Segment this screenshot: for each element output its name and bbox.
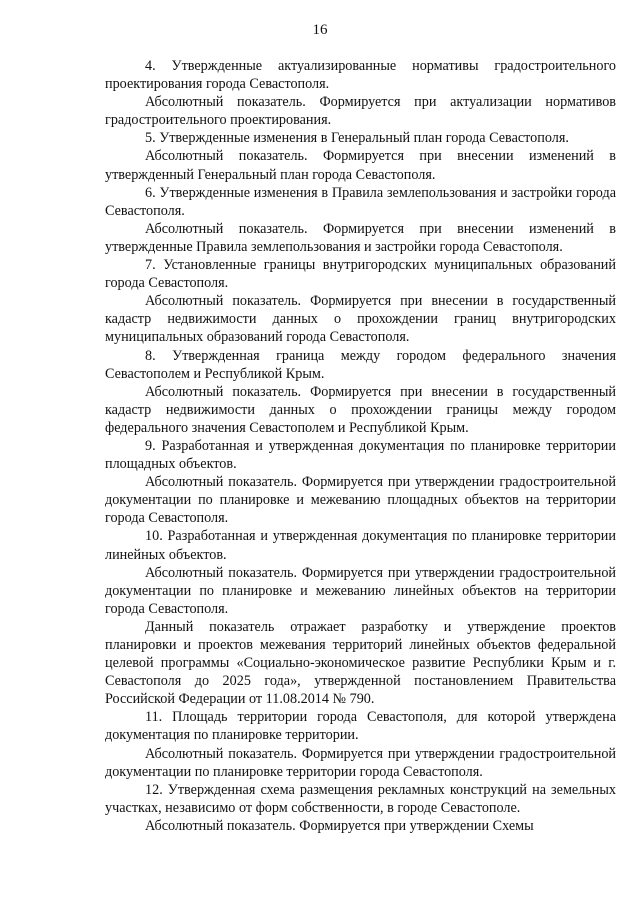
- paragraph-item-5-title: 5. Утвержденные изменения в Генеральный план города Севастополя.: [145, 130, 569, 147]
- paragraph-item-8-description: Абсолютный показатель. Формируется при внесении в государственный кадастр недвижимости данных о прохождении границы между городом федерального значения Севастополем и Республикой Крым.: [105, 383, 616, 436]
- paragraph-item-11-description: Абсолютный показатель. Формируется при утверждении градостроительной документации по планировке территории города Севастополя.: [105, 745, 616, 780]
- paragraph-item-9-title: 9. Разработанная и утвержденная документация по планировке территории площадных объектов.: [105, 437, 616, 473]
- paragraph-item-11-title: 11. Площадь территории города Севастополя, для которой утверждена документация по планировке территории.: [105, 709, 616, 744]
- paragraph-item-10-note: Данный показатель отражает разработку и утверждение проектов планировки и проектов межевания территорий линейных объектов федеральной целевой программы «Социально-экономическое развитие Республики Крым и г. Севастополя до 2025 года», утвержденной постановлением Правительства Российской Федерации от 11.08.2014 № 790.: [105, 618, 616, 708]
- paragraph-item-6-description: Абсолютный показатель. Формируется при внесении изменений в утвержденные Правила землепользования и застройки города Севастополя.: [105, 220, 616, 255]
- paragraph-item-5-description: Абсолютный показатель. Формируется при внесении изменений в утвержденный Генеральный план города Севастополя.: [105, 148, 616, 183]
- paragraph-item-12-title: 12. Утвержденная схема размещения рекламных конструкций на земельных участках, независимо от форм собственности, в городе Севастополе.: [105, 781, 616, 816]
- paragraph-item-9-description: Абсолютный показатель. Формируется при утверждении градостроительной документации по планировке и межеванию площадных объектов на территории города Севастополя.: [105, 474, 616, 527]
- document-body: [105, 57, 616, 835]
- paragraph-item-10-description: Абсолютный показатель. Формируется при утверждении градостроительной документации по планировке и межеванию линейных объектов на территории города Севастополя.: [105, 564, 616, 617]
- paragraph-item-10-title: 10. Разработанная и утвержденная документация по планировке территории линейных объектов.: [105, 528, 616, 563]
- paragraph-item-12-description: Абсолютный показатель. Формируется при утверждении Схемы: [145, 817, 534, 834]
- page-number: 16: [312, 22, 328, 38]
- paragraph-item-7-description: Абсолютный показатель. Формируется при внесении в государственный кадастр недвижимости данных о прохождении границ внутригородских муниципальных образований города Севастополя.: [105, 293, 616, 346]
- paragraph-item-8-title: 8. Утвержденная граница между городом федерального значения Севастополем и Республикой Крым.: [105, 347, 616, 382]
- paragraph-item-7-title: 7. Установленные границы внутригородских муниципальных образований города Севастополя.: [105, 257, 616, 292]
- paragraph-item-6-title: 6. Утвержденные изменения в Правила землепользования и застройки города Севастополя.: [105, 184, 616, 219]
- paragraph-item-4-title: 4. Утвержденные актуализированные нормативы градостроительного проектирования города Севастополя.: [105, 58, 616, 93]
- paragraph-item-4-description: Абсолютный показатель. Формируется при актуализации нормативов градостроительного проектирования.: [105, 94, 616, 129]
